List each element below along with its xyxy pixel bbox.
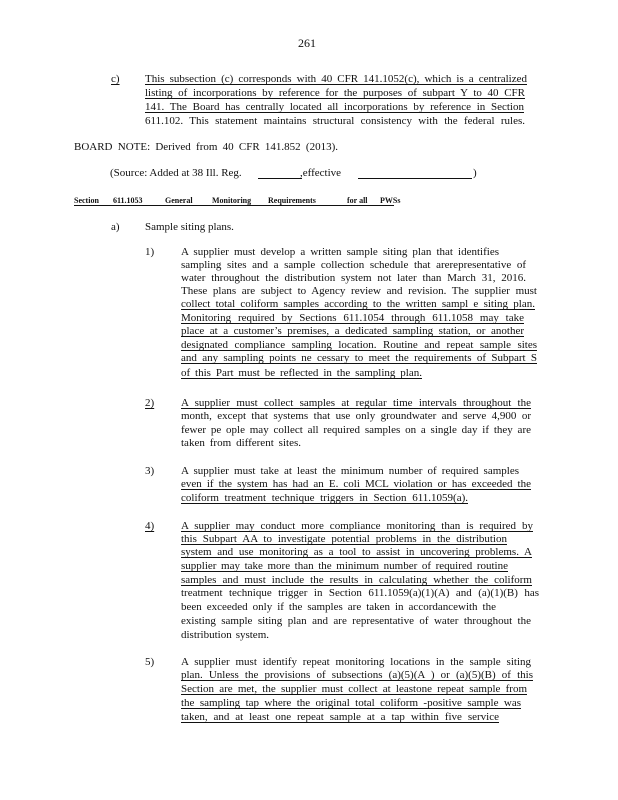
para-c-label: c) xyxy=(111,73,120,85)
item-2-line: month, except that systems that use only groundwater and serve 4,900 or xyxy=(181,410,531,422)
para-c-line: This subsection (c) corresponds with 40 CFR 141.1052(c), which is a centralized xyxy=(145,73,527,85)
item-4-line: A supplier may conduct more compliance monitoring than is required by xyxy=(181,520,533,532)
item-1-line: place at a customer’s premises, a dedicated sampling station, or another xyxy=(181,325,524,337)
source-effective: ,effective xyxy=(300,167,342,179)
para-a-title: Sample siting plans. xyxy=(145,221,234,233)
item-4-line: samples and must include the results in calculating whether the coliform xyxy=(181,574,532,586)
section-heading-rule xyxy=(74,205,394,206)
item-4-line: distribution system. xyxy=(181,629,269,641)
para-c-line: 141. The Board has centrally located all incorporations by reference in Section xyxy=(145,101,524,113)
item-2-line: taken from different sites. xyxy=(181,437,301,449)
item-4-line: supplier may take more than the minimum number of required routine xyxy=(181,560,508,572)
section-number: 611.1053 xyxy=(113,196,143,205)
heading-requirements: Requirements xyxy=(268,196,316,205)
item-3-line: even if the system has had an E. coli MCL violation or has exceeded the xyxy=(181,478,531,490)
item-5-line: the sampling tap where the original total coliform -positive sample was xyxy=(181,697,521,709)
para-c-line: listing of incorporations by reference for the purposes of subpart Y to 40 CFR xyxy=(145,87,525,99)
register-blank xyxy=(258,178,302,179)
item-1-label: 1) xyxy=(145,246,155,258)
effective-date-blank xyxy=(358,178,472,179)
section-label: Section xyxy=(74,196,99,205)
heading-general: General xyxy=(165,196,193,205)
item-1-line: designated compliance sampling location. Routine and repeat sample sites xyxy=(181,339,537,351)
item-1-line: These plans are subject to Agency review and revision. The supplier must xyxy=(181,285,537,297)
heading-for-all: for all xyxy=(347,196,368,205)
item-5-line: Section are met, the supplier must collect at leastone repeat sample from xyxy=(181,683,527,695)
item-1-line: and any sampling points ne cessary to meet the requirements of Subpart S xyxy=(181,352,537,364)
heading-pwss: PWSs xyxy=(380,196,401,205)
item-4-line: treatment technique trigger in Section 611.1059(a)(1)(A) and (a)(1)(B) has xyxy=(181,587,539,599)
item-1-line: sampling sites and a sample collection schedule that arerepresentative of xyxy=(181,259,526,271)
item-3-line: coliform treatment technique triggers in Section 611.1059(a). xyxy=(181,492,468,504)
board-note: BOARD NOTE: Derived from 40 CFR 141.852 (2013). xyxy=(74,141,338,153)
item-1-line: of this Part must be reflected in the sampling plan. xyxy=(181,367,422,379)
item-5-line: A supplier must identify repeat monitoring locations in the sample siting xyxy=(181,656,531,668)
item-1-line: Monitoring required by Sections 611.1054 through 611.1058 may take xyxy=(181,312,524,324)
item-2-label: 2) xyxy=(145,397,155,409)
heading-monitoring: Monitoring xyxy=(212,196,252,205)
item-1-line: A supplier must develop a written sample siting plan that identifies xyxy=(181,246,499,258)
item-3-label: 3) xyxy=(145,465,155,477)
item-4-line: existing sample siting plan and are representative of water throughout the xyxy=(181,615,531,627)
item-4-line: been exceeded only if the samples are taken in accordancewith the xyxy=(181,601,496,613)
item-5-label: 5) xyxy=(145,656,155,668)
item-1-line: collect total coliform samples according to the written sampl e siting plan. xyxy=(181,298,535,310)
item-4-line: system and use monitoring as a tool to assist in uncovering problems. A xyxy=(181,546,532,558)
item-4-line: this Subpart AA to investigate potential problems in the distribution xyxy=(181,533,507,545)
item-2-line: fewer pe ople may collect all required samples on a single day if they are xyxy=(181,424,531,436)
para-c-line: 611.102. This statement maintains structural consistency with the federal rules. xyxy=(145,115,525,127)
source-lead: (Source: Added at 38 Ill. Reg. xyxy=(110,167,242,179)
item-2-line: A supplier must collect samples at regular time intervals throughout the xyxy=(181,397,531,409)
item-4-label: 4) xyxy=(145,520,155,532)
item-5-line: taken, and at least one repeat sample at a tap within five service xyxy=(181,711,499,723)
source-close: ) xyxy=(473,167,477,179)
page-number: 261 xyxy=(298,36,316,50)
para-a-label: a) xyxy=(111,221,120,233)
item-1-line: water throughout the distribution system not later than March 31, 2016. xyxy=(181,272,526,284)
item-5-line: plan. Unless the provisions of subsections (a)(5)(A ) or (a)(5)(B) of this xyxy=(181,669,533,681)
item-3-line: A supplier must take at least the minimum number of required samples xyxy=(181,465,519,477)
